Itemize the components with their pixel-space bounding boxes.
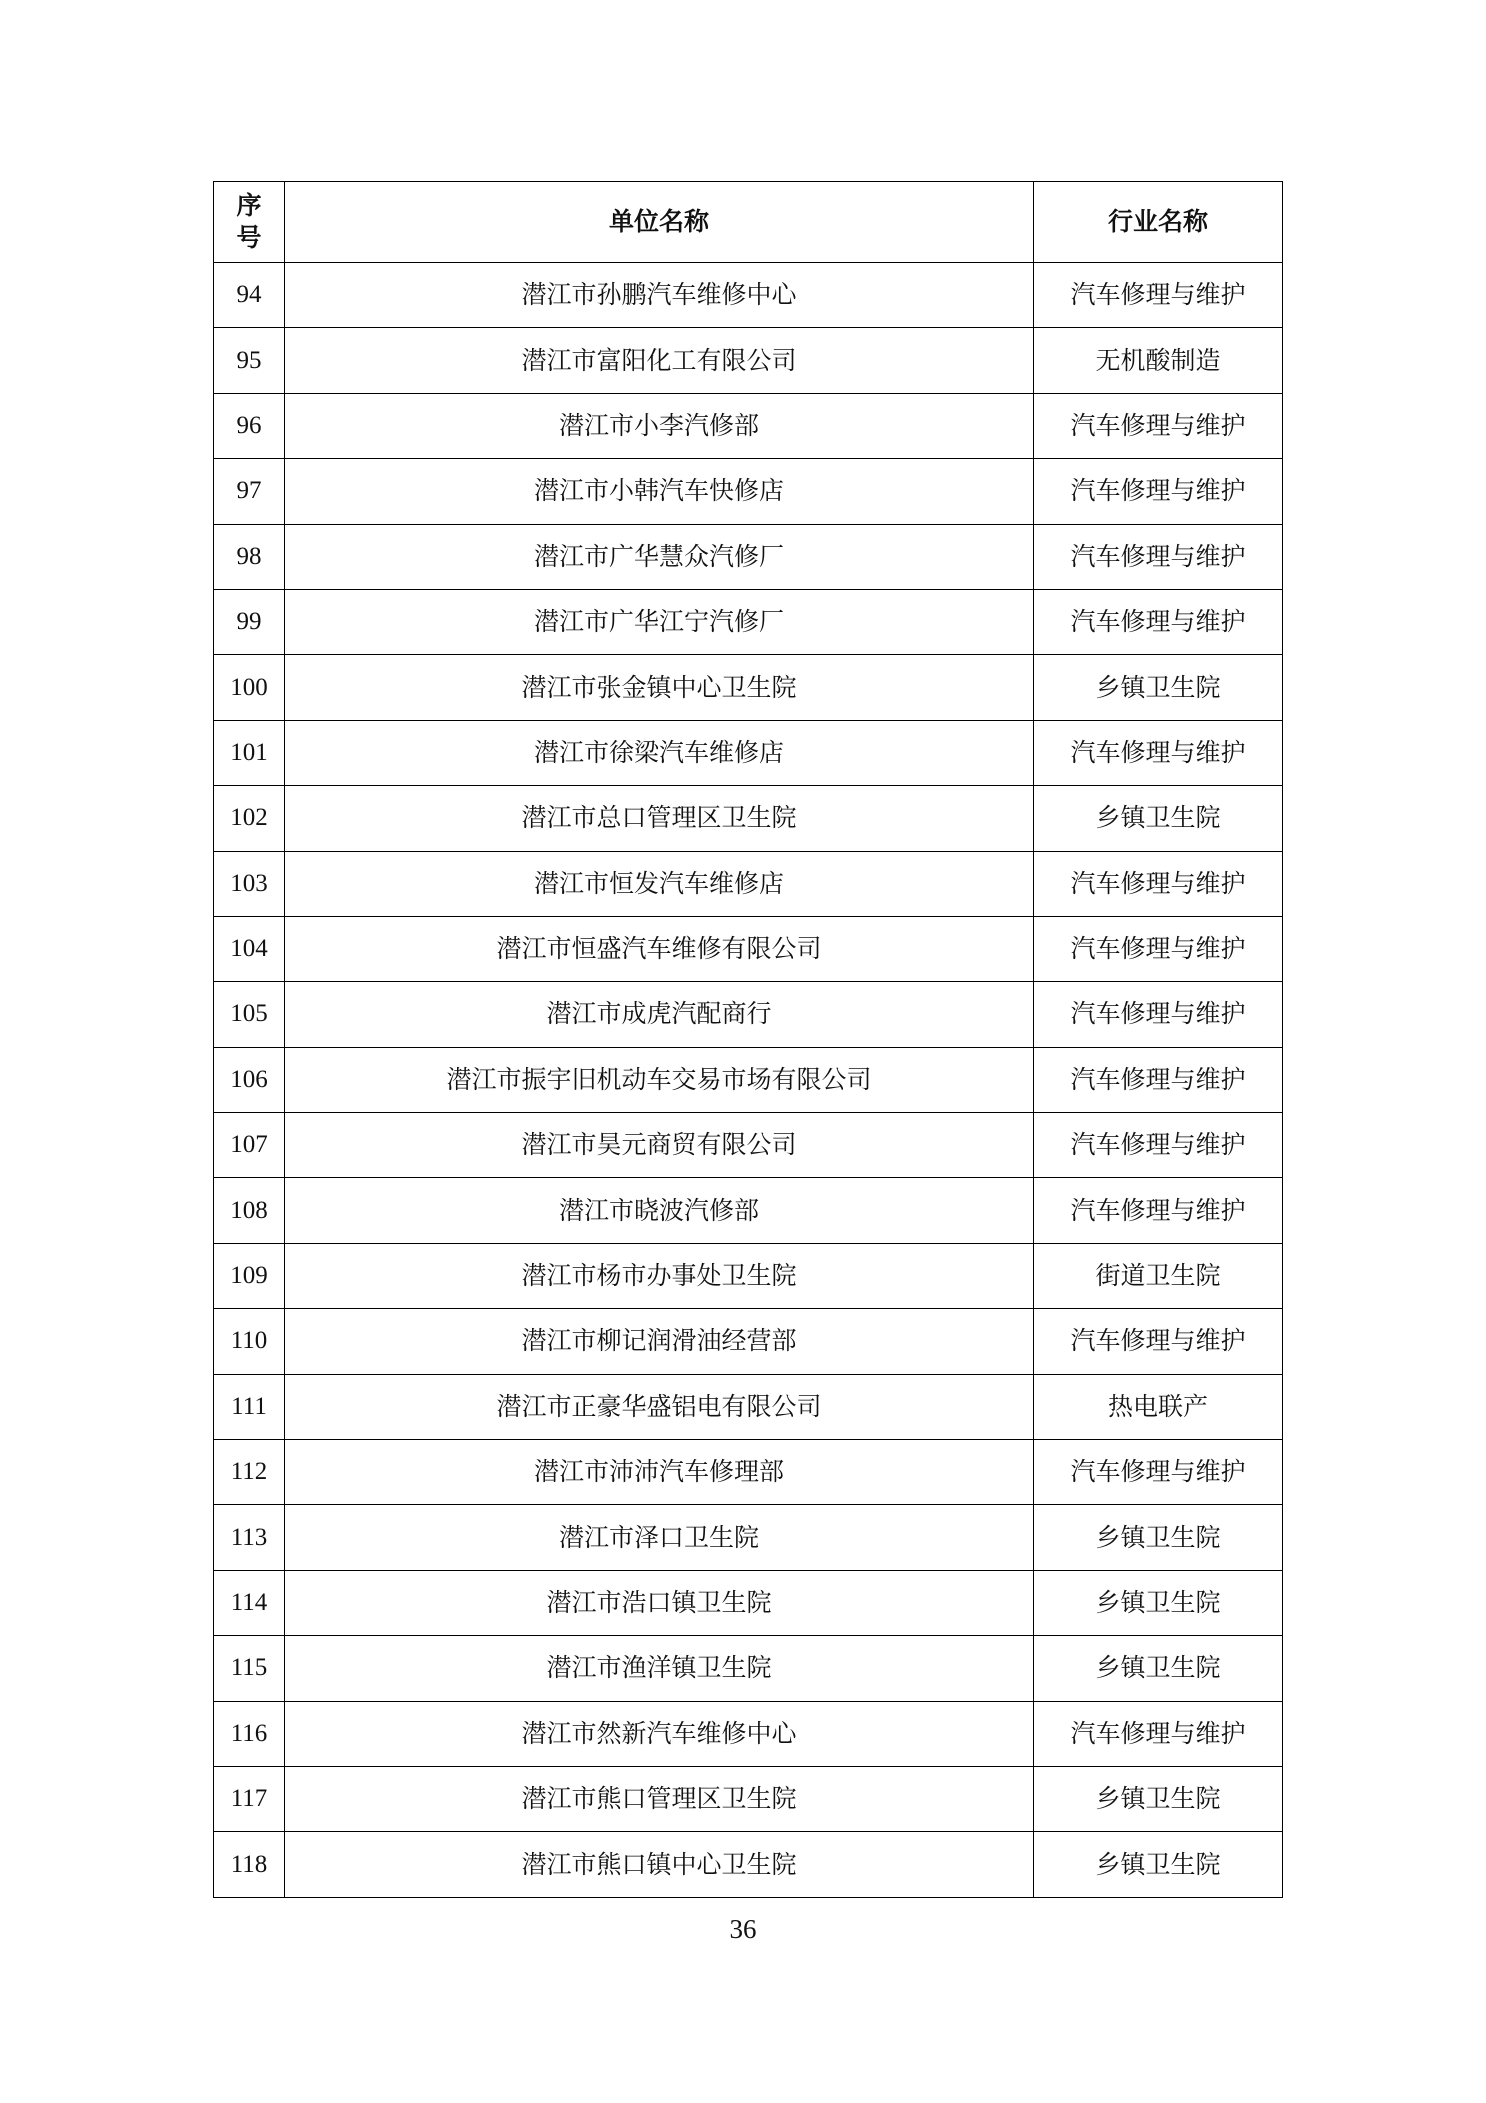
table-row (214, 851, 1283, 916)
cell-seq: 97 (214, 459, 285, 524)
cell-unit-name: 潜江市恒盛汽车维修有限公司 (285, 916, 1034, 981)
cell-industry-name: 汽车修理与维护 (1034, 1309, 1283, 1374)
table-row (214, 459, 1283, 524)
cell-industry-name: 汽车修理与维护 (1034, 524, 1283, 589)
cell-seq: 113 (214, 1505, 285, 1570)
table-row (214, 589, 1283, 654)
cell-industry-name: 乡镇卫生院 (1034, 655, 1283, 720)
header-seq: 序 号 (214, 182, 285, 263)
cell-unit-name: 潜江市然新汽车维修中心 (285, 1701, 1034, 1766)
table-row (214, 1309, 1283, 1374)
cell-industry-name: 乡镇卫生院 (1034, 1832, 1283, 1897)
cell-industry-name: 汽车修理与维护 (1034, 916, 1283, 981)
table-row (214, 1243, 1283, 1308)
cell-unit-name: 潜江市晓波汽修部 (285, 1178, 1034, 1243)
cell-seq: 118 (214, 1832, 285, 1897)
table-row (214, 263, 1283, 328)
cell-seq: 108 (214, 1178, 285, 1243)
cell-seq: 110 (214, 1309, 285, 1374)
table-row (214, 1178, 1283, 1243)
table-row (214, 1570, 1283, 1635)
cell-industry-name: 汽车修理与维护 (1034, 263, 1283, 328)
cell-seq: 109 (214, 1243, 285, 1308)
table-row (214, 393, 1283, 458)
table-row (214, 1505, 1283, 1570)
cell-unit-name: 潜江市柳记润滑油经营部 (285, 1309, 1034, 1374)
cell-seq: 105 (214, 982, 285, 1047)
cell-unit-name: 潜江市总口管理区卫生院 (285, 786, 1034, 851)
table-row (214, 1832, 1283, 1897)
cell-unit-name: 潜江市泽口卫生院 (285, 1505, 1034, 1570)
cell-seq: 102 (214, 786, 285, 851)
cell-unit-name: 潜江市广华江宁汽修厂 (285, 589, 1034, 654)
cell-industry-name: 汽车修理与维护 (1034, 589, 1283, 654)
cell-unit-name: 潜江市沛沛汽车修理部 (285, 1440, 1034, 1505)
cell-seq: 100 (214, 655, 285, 720)
cell-seq: 115 (214, 1636, 285, 1701)
cell-industry-name: 汽车修理与维护 (1034, 1440, 1283, 1505)
cell-industry-name: 乡镇卫生院 (1034, 1505, 1283, 1570)
cell-unit-name: 潜江市浩口镇卫生院 (285, 1570, 1034, 1635)
cell-industry-name: 汽车修理与维护 (1034, 1047, 1283, 1112)
unit-list-table (213, 181, 1283, 1898)
cell-industry-name: 汽车修理与维护 (1034, 1701, 1283, 1766)
table-row (214, 1047, 1283, 1112)
cell-unit-name: 潜江市小韩汽车快修店 (285, 459, 1034, 524)
cell-seq: 99 (214, 589, 285, 654)
table-row (214, 655, 1283, 720)
cell-seq: 112 (214, 1440, 285, 1505)
cell-unit-name: 潜江市正豪华盛铝电有限公司 (285, 1374, 1034, 1439)
cell-industry-name: 汽车修理与维护 (1034, 459, 1283, 524)
table-row (214, 328, 1283, 393)
cell-seq: 106 (214, 1047, 285, 1112)
cell-unit-name: 潜江市杨市办事处卫生院 (285, 1243, 1034, 1308)
cell-industry-name: 无机酸制造 (1034, 328, 1283, 393)
cell-unit-name: 潜江市昊元商贸有限公司 (285, 1113, 1034, 1178)
cell-unit-name: 潜江市成虎汽配商行 (285, 982, 1034, 1047)
table-row (214, 916, 1283, 981)
cell-industry-name: 街道卫生院 (1034, 1243, 1283, 1308)
cell-seq: 94 (214, 263, 285, 328)
cell-seq: 103 (214, 851, 285, 916)
cell-industry-name: 汽车修理与维护 (1034, 720, 1283, 785)
cell-unit-name: 潜江市小李汽修部 (285, 393, 1034, 458)
cell-seq: 116 (214, 1701, 285, 1766)
cell-seq: 104 (214, 916, 285, 981)
table-header-row (214, 182, 1283, 263)
cell-industry-name: 乡镇卫生院 (1034, 1636, 1283, 1701)
cell-seq: 114 (214, 1570, 285, 1635)
cell-industry-name: 汽车修理与维护 (1034, 1113, 1283, 1178)
cell-industry-name: 汽车修理与维护 (1034, 982, 1283, 1047)
cell-unit-name: 潜江市振宇旧机动车交易市场有限公司 (285, 1047, 1034, 1112)
cell-unit-name: 潜江市熊口镇中心卫生院 (285, 1832, 1034, 1897)
cell-industry-name: 乡镇卫生院 (1034, 1570, 1283, 1635)
cell-seq: 95 (214, 328, 285, 393)
header-industry-name: 行业名称 (1034, 182, 1283, 263)
table-row (214, 1440, 1283, 1505)
cell-seq: 96 (214, 393, 285, 458)
cell-unit-name: 潜江市广华慧众汽修厂 (285, 524, 1034, 589)
cell-industry-name: 汽车修理与维护 (1034, 851, 1283, 916)
table-row (214, 524, 1283, 589)
table-row (214, 720, 1283, 785)
cell-seq: 117 (214, 1766, 285, 1831)
cell-unit-name: 潜江市恒发汽车维修店 (285, 851, 1034, 916)
cell-industry-name: 乡镇卫生院 (1034, 1766, 1283, 1831)
table-row (214, 1374, 1283, 1439)
cell-seq: 101 (214, 720, 285, 785)
header-unit-name: 单位名称 (285, 182, 1034, 263)
cell-industry-name: 乡镇卫生院 (1034, 786, 1283, 851)
page-number: 36 (729, 1914, 757, 1944)
cell-unit-name: 潜江市熊口管理区卫生院 (285, 1766, 1034, 1831)
cell-unit-name: 潜江市富阳化工有限公司 (285, 328, 1034, 393)
table-row (214, 1701, 1283, 1766)
cell-industry-name: 汽车修理与维护 (1034, 393, 1283, 458)
cell-unit-name: 潜江市张金镇中心卫生院 (285, 655, 1034, 720)
cell-unit-name: 潜江市孙鹏汽车维修中心 (285, 263, 1034, 328)
table-body (214, 263, 1283, 1898)
cell-unit-name: 潜江市渔洋镇卫生院 (285, 1636, 1034, 1701)
cell-unit-name: 潜江市徐梁汽车维修店 (285, 720, 1034, 785)
table-row (214, 1113, 1283, 1178)
cell-seq: 107 (214, 1113, 285, 1178)
table-row (214, 1636, 1283, 1701)
table-row (214, 786, 1283, 851)
cell-industry-name: 热电联产 (1034, 1374, 1283, 1439)
cell-industry-name: 汽车修理与维护 (1034, 1178, 1283, 1243)
cell-seq: 111 (214, 1374, 285, 1439)
table-row (214, 1766, 1283, 1831)
cell-seq: 98 (214, 524, 285, 589)
table-row (214, 982, 1283, 1047)
